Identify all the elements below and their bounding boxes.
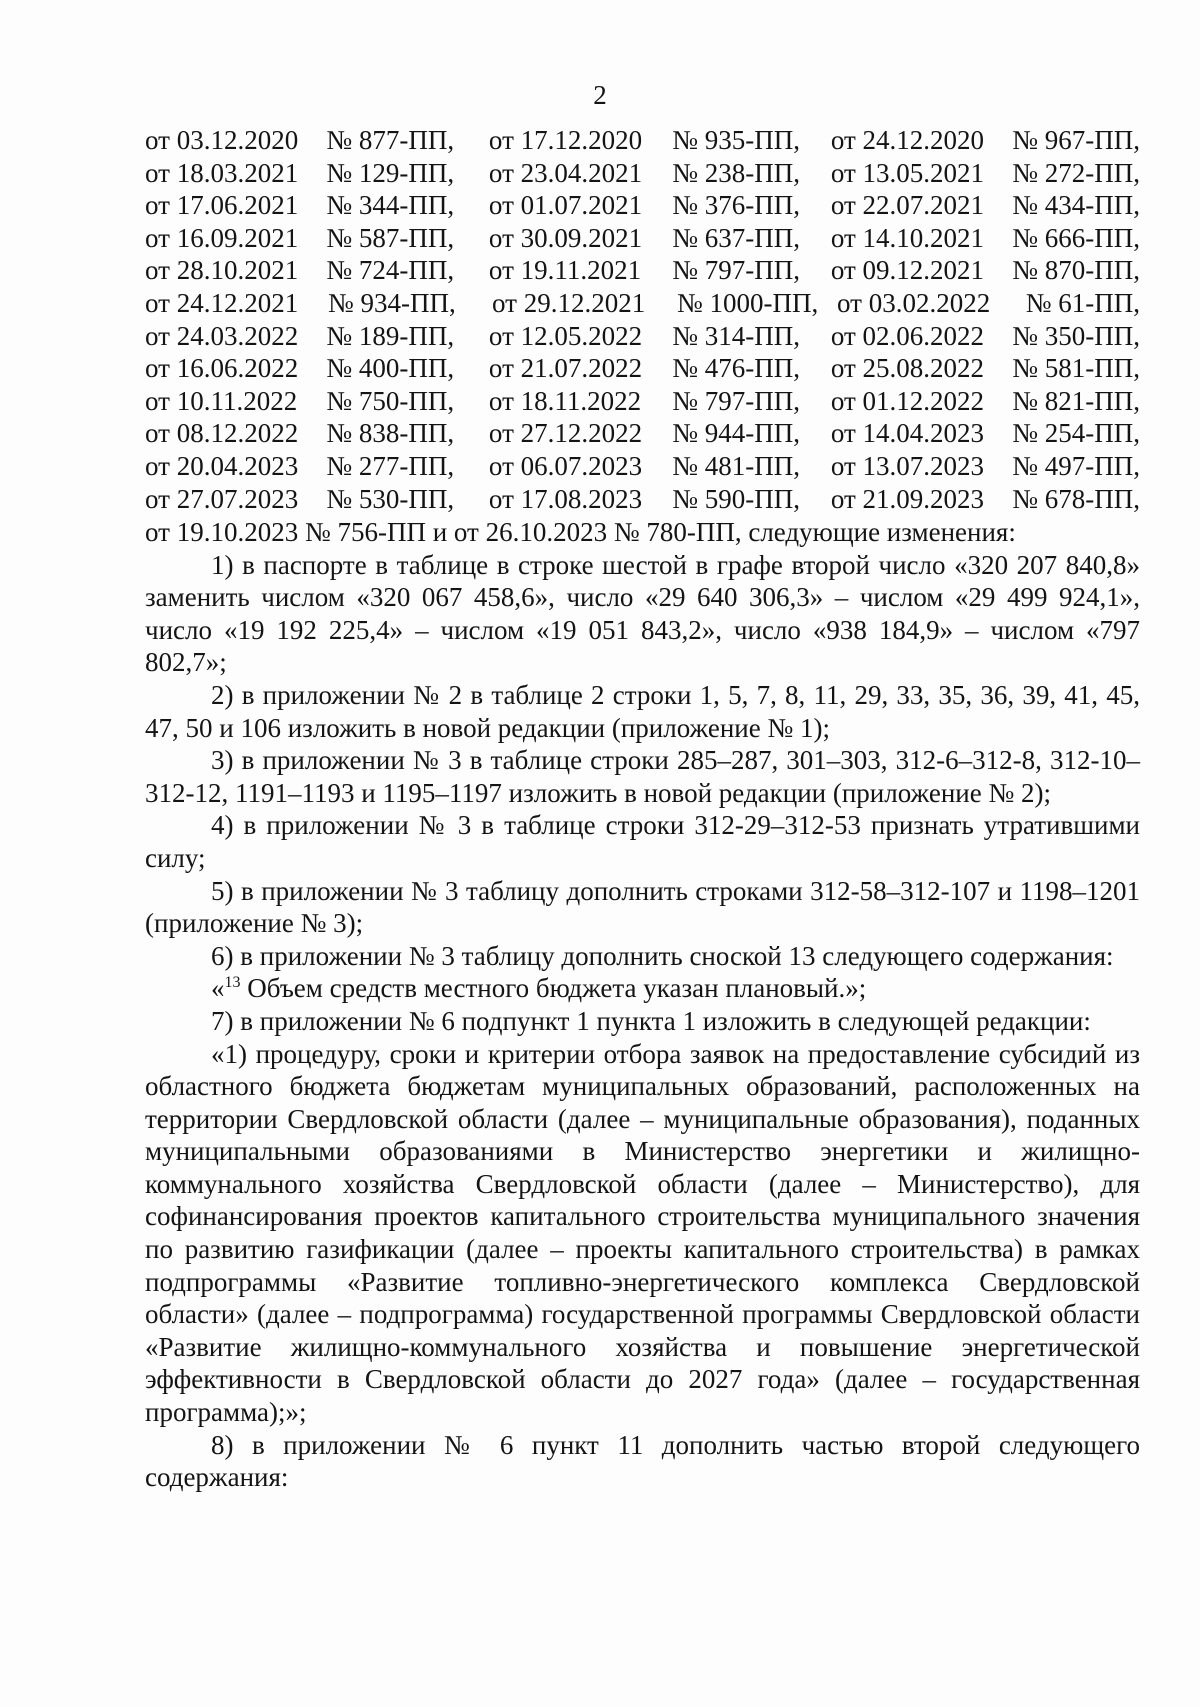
ref-date: от 01.12.2022: [830, 385, 985, 416]
ref-date: от 24.12.2021: [145, 287, 299, 318]
ref-number: № 189-ПП,: [326, 320, 455, 351]
reference-row: [145, 385, 1140, 418]
paragraph-quoted-subpoint: «1) процедуру, сроки и критерии отбора заявок на предоставление субсидий из областного бюджета бюджетам муниципальных образований, расположенных на территории Свердловской области (далее – муниципальные образования), поданных муниципальными образованиями в Министерство энергетики и жилищно-коммунального хозяйства Свердловской области (далее – Министерство), для софинансирования проектов капитального строительства муниципального значения по развитию газификации (далее – проекты капитального строительства) в рамках подпрограммы «Развитие топливно-энергетического комплекса Свердловской области» (далее – подпрограмма) государственной программы Свердловской области «Развитие жилищно-коммунального хозяйства и повышение энергетической эффективности в Свердловской области до 2027 года» (далее – государственная программа);»;: [145, 1038, 1140, 1428]
ref-number: № 238-ПП,: [672, 157, 801, 188]
ref-number: № 935-ПП,: [672, 125, 801, 155]
ref-date: от 10.11.2022: [145, 385, 298, 416]
reference-row: [145, 417, 1140, 450]
ref-number: № 497-ПП,: [1012, 450, 1140, 481]
page-number: 2: [593, 80, 607, 110]
reference-row: [145, 287, 1140, 320]
ref-date: от 16.09.2021: [145, 222, 299, 253]
ref-date: от 28.10.2021: [145, 255, 299, 286]
ref-number: № 838-ПП,: [326, 418, 455, 449]
ref-date: от 27.07.2023: [145, 483, 299, 514]
ref-number: № 314-ПП,: [672, 320, 801, 351]
paragraph-item-8: 8) в приложении № 6 пункт 11 дополнить частью второй следующего содержания:: [145, 1429, 1140, 1493]
reference-row: [145, 222, 1140, 255]
ref-number: № 877-ПП,: [326, 125, 455, 155]
ref-number: № 581-ПП,: [1012, 353, 1140, 384]
reference-row: [145, 189, 1140, 222]
quote-open: «: [211, 973, 225, 1004]
reference-row: [145, 320, 1140, 353]
ref-date: от 01.07.2021: [488, 190, 643, 221]
ref-number: № 797-ПП,: [672, 385, 801, 416]
ref-date: от 14.04.2023: [830, 418, 985, 449]
ref-date: от 17.12.2020: [488, 125, 643, 155]
ref-number: № 750-ПП,: [326, 385, 455, 416]
ref-date: от 02.06.2022: [830, 320, 985, 351]
ref-number: № 350-ПП,: [1012, 320, 1140, 351]
ref-date: от 30.09.2021: [488, 222, 643, 253]
ref-date: от 13.07.2023: [830, 450, 985, 481]
paragraph-footnote-13: [145, 972, 1140, 1005]
ref-number: № 254-ПП,: [1012, 418, 1140, 449]
paragraph-item-4: 4) в приложении № 3 в таблице строки 312-29–312-53 признать утратившими силу;: [145, 810, 1140, 873]
ref-number: № 344-ПП,: [326, 190, 455, 221]
ref-number: № 277-ПП,: [326, 450, 455, 481]
ref-date: от 17.06.2021: [145, 190, 299, 221]
ref-date: от 19.11.2021: [488, 255, 642, 286]
footnote-text: Объем средств местного бюджета указан плановый.»;: [240, 973, 867, 1004]
ref-number: № 530-ПП,: [326, 483, 455, 514]
ref-date: от 17.08.2023: [488, 483, 643, 514]
ref-number: № 481-ПП,: [672, 450, 801, 481]
ref-number: № 724-ПП,: [326, 255, 455, 286]
paragraph-intro: от 19.10.2023 № 756-ПП и от 26.10.2023 № 780-ПП, следующие изменения:: [145, 517, 1016, 547]
resolution-references: [145, 124, 1140, 515]
reference-row: [145, 124, 1140, 157]
ref-date: от 22.07.2021: [830, 190, 985, 221]
ref-date: от 14.10.2021: [830, 222, 985, 253]
ref-number: № 967-ПП,: [1012, 125, 1140, 155]
ref-number: № 587-ПП,: [326, 222, 455, 253]
ref-number: № 590-ПП,: [672, 483, 801, 514]
ref-number: № 870-ПП,: [1012, 255, 1140, 286]
ref-date: от 29.12.2021: [492, 287, 646, 318]
ref-number: № 400-ПП,: [326, 353, 455, 384]
reference-row: [145, 483, 1140, 516]
ref-number: № 61-ПП,: [1025, 287, 1140, 318]
ref-number: № 944-ПП,: [672, 418, 801, 449]
ref-date: от 25.08.2022: [830, 353, 985, 384]
ref-date: от 12.05.2022: [488, 320, 643, 351]
paragraph-item-5: 5) в приложении № 3 таблицу дополнить строками 312-58–312-107 и 1198–1201 (приложение № 3);: [145, 875, 1140, 939]
reference-row: [145, 254, 1140, 287]
ref-number: № 129-ПП,: [326, 157, 455, 188]
paragraph-item-6: 6) в приложении № 3 таблицу дополнить сноской 13 следующего содержания:: [211, 940, 1114, 971]
ref-date: от 21.07.2022: [488, 353, 643, 384]
ref-date: от 24.03.2022: [145, 320, 299, 351]
ref-date: от 23.04.2021: [488, 157, 643, 188]
paragraph-item-7: 7) в приложении № 6 подпункт 1 пункта 1 изложить в следующей редакции:: [211, 1005, 1091, 1036]
ref-date: от 24.12.2020: [830, 125, 985, 155]
ref-date: от 18.11.2022: [488, 385, 642, 416]
paragraph-item-1: 1) в паспорте в таблице в строке шестой в графе второй число «320 207 840,8» заменить числом «320 067 458,6», число «29 640 306,3» – числом «29 499 924,1», число «19 192 225,4» – числом «19 051 843,2», число «938 184,9» – числом «797 802,7»;: [145, 549, 1140, 678]
ref-date: от 03.12.2020: [145, 125, 299, 155]
ref-date: от 16.06.2022: [145, 353, 299, 384]
ref-number: № 678-ПП,: [1012, 483, 1140, 514]
ref-number: № 821-ПП,: [1012, 385, 1140, 416]
ref-date: от 18.03.2021: [145, 157, 299, 188]
ref-date: от 20.04.2023: [145, 450, 299, 481]
amendments-text: [145, 516, 1140, 1494]
reference-row: [145, 157, 1140, 190]
ref-number: № 637-ПП,: [672, 222, 801, 253]
footnote-marker: 13: [224, 974, 241, 992]
reference-row: [145, 352, 1140, 385]
ref-number: № 434-ПП,: [1012, 190, 1140, 221]
ref-number: № 934-ПП,: [328, 287, 456, 318]
paragraph-item-2: 2) в приложении № 2 в таблице 2 строки 1, 5, 7, 8, 11, 29, 33, 35, 36, 39, 41, 45, 47, 50 и 106 изложить в новой редакции (приложение № 1);: [145, 679, 1140, 743]
ref-number: № 1000-ПП,: [677, 287, 819, 318]
ref-date: от 27.12.2022: [488, 418, 643, 449]
ref-number: № 476-ПП,: [672, 353, 801, 384]
ref-date: от 03.02.2022: [837, 287, 991, 318]
ref-date: от 09.12.2021: [830, 255, 985, 286]
ref-date: от 13.05.2021: [830, 157, 985, 188]
ref-number: № 666-ПП,: [1012, 222, 1140, 253]
ref-date: от 08.12.2022: [145, 418, 299, 449]
ref-date: от 21.09.2023: [830, 483, 985, 514]
ref-number: № 272-ПП,: [1012, 157, 1140, 188]
reference-row: [145, 450, 1140, 483]
ref-number: № 376-ПП,: [672, 190, 801, 221]
ref-number: № 797-ПП,: [672, 255, 801, 286]
paragraph-item-3: 3) в приложении № 3 в таблице строки 285–287, 301–303, 312-6–312-8, 312-10–312-12, 1191–1193 и 1195–1197 изложить в новой редакции (приложение № 2);: [145, 745, 1140, 808]
ref-date: от 06.07.2023: [488, 450, 643, 481]
